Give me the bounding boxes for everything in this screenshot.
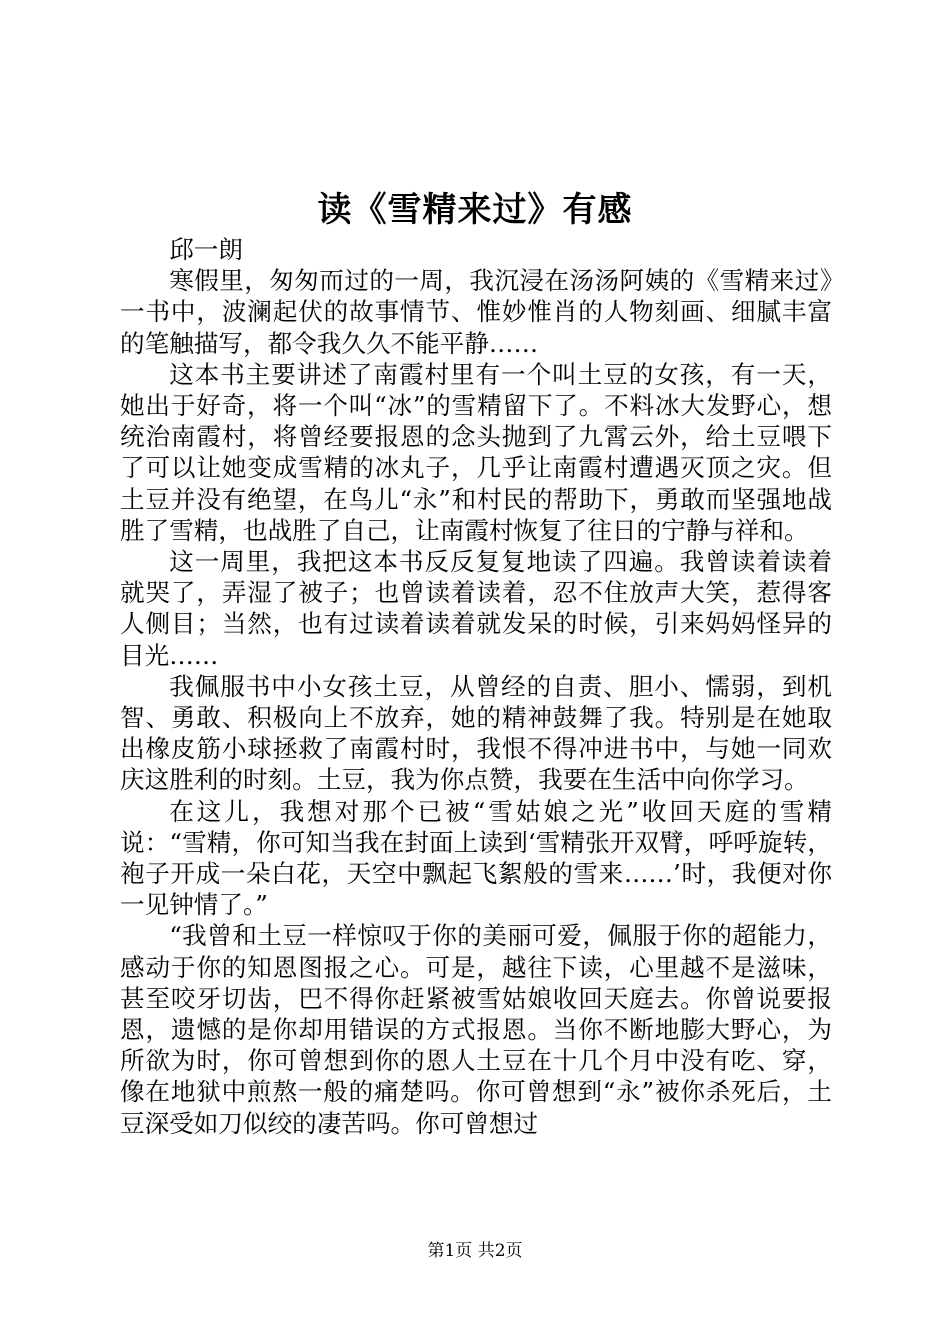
author-line: 邱一朗 — [169, 235, 243, 264]
paragraph: 寒假里，匆匆而过的一周，我沉浸在汤汤阿姨的《雪精来过》一书中，波澜起伏的故事情节、惟妙惟肖的人物刻画、细腻丰富的笔触描写，都令我久久不能平静…… — [120, 266, 832, 358]
paragraph: 这一周里，我把这本书反反复复地读了四遍。我曾读着读着就哭了，弄湿了被子；也曾读着读着，忍不住放声大笑，惹得客人侧目；当然，也有过读着读着就发呆的时候，引来妈妈怪异的目光…… — [120, 547, 832, 670]
paragraph: 在这儿，我想对那个已被“雪姑娘之光”收回天庭的雪精说：“雪精，你可知当我在封面上读到‘雪精张开双臂，呼呼旋转，袍子开成一朵白花，天空中飘起飞絮般的雪来……’时，我便对你一见钟情了。” — [120, 796, 832, 920]
paragraph: 这本书主要讲述了南霞村里有一个叫土豆的女孩，有一天，她出于好奇，将一个叫“冰”的雪精留下了。不料冰大发野心，想统治南霞村，将曾经要报恩的念头抛到了九霄云外，给土豆喂下了可以让她变成雪精的冰丸子，几乎让南霞村遭遇灭顶之灾。但土豆并没有绝望，在鸟儿“永”和村民的帮助下，勇敢而坚强地战胜了雪精，也战胜了自己，让南霞村恢复了往日的宁静与祥和。 — [120, 359, 832, 545]
document-title: 读《雪精来过》有感 — [317, 190, 633, 230]
page-footer: 第1页 共2页 — [427, 1241, 523, 1261]
paragraph: “我曾和土豆一样惊叹于你的美丽可爱，佩服于你的超能力，感动于你的知恩图报之心。可是，越往下读，心里越不是滋味，甚至咬牙切齿，巴不得你赶紧被雪姑娘收回天庭去。你曾说要报恩，遗憾的是你却用错误的方式报恩。当你不断地膨大野心，为所欲为时，你可曾想到你的恩人土豆在十几个月中没有吃、穿，像在地狱中煎熬一般的痛楚吗。你可曾想到“永”被你杀死后，土豆深受如刀似绞的凄苦吗。你可曾想过 — [120, 921, 832, 1138]
paragraph: 我佩服书中小女孩土豆，从曾经的自责、胆小、懦弱，到机智、勇敢、积极向上不放弃，她的精神鼓舞了我。特别是在她取出橡皮筋小球拯救了南霞村时，我恨不得冲进书中，与她一同欢庆这胜利的时刻。土豆，我为你点赞，我要在生活中向你学习。 — [120, 671, 832, 795]
document-body — [120, 234, 832, 1139]
